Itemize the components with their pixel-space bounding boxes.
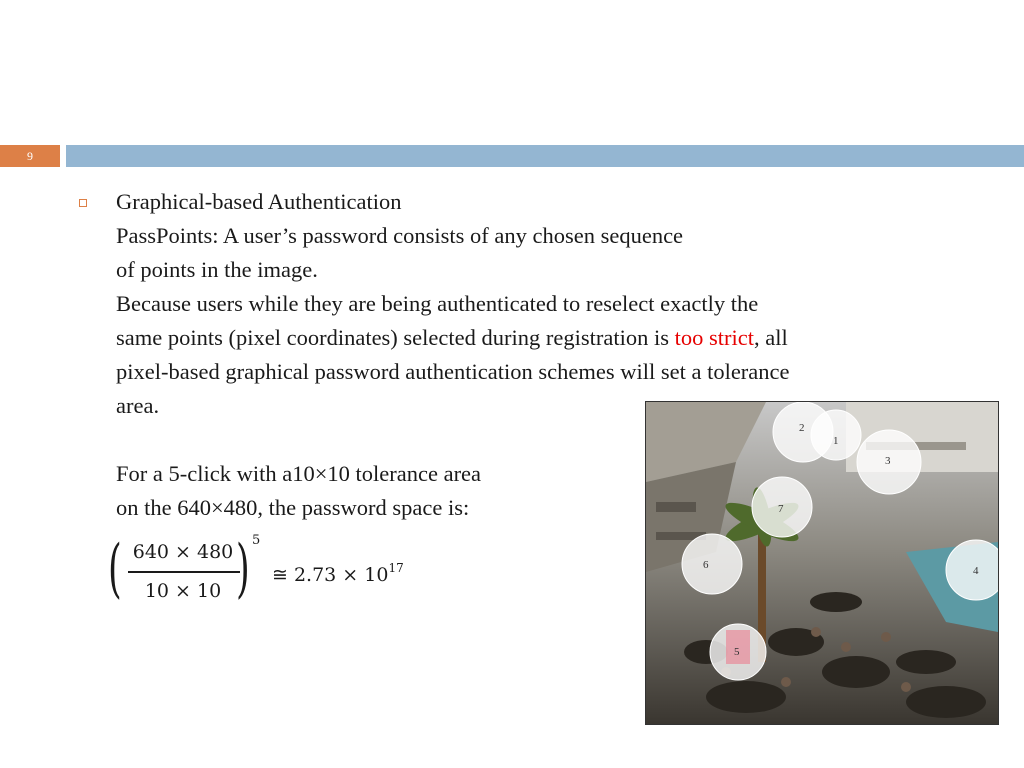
header-bar bbox=[66, 145, 1024, 167]
fraction-denominator: 10 × 10 bbox=[144, 580, 222, 602]
text-segment: same points (pixel coordinates) selected during registration is bbox=[116, 325, 675, 350]
text-line: area. bbox=[116, 393, 160, 418]
result-base: ≅ 2.73 × 10 bbox=[272, 564, 389, 586]
click-point-label: 5 bbox=[734, 646, 740, 658]
text-line: Because users while they are being authenticated to reselect exactly the bbox=[116, 291, 759, 316]
fraction-bar bbox=[128, 571, 240, 573]
click-point-label: 7 bbox=[778, 503, 784, 515]
text-line: For a 5-click with a10×10 tolerance area bbox=[116, 461, 482, 486]
click-point-label: 6 bbox=[703, 559, 709, 571]
right-paren: ) bbox=[236, 532, 250, 606]
text-line-with-highlight bbox=[116, 321, 996, 355]
text-line: on the 640×480, the password space is: bbox=[116, 495, 470, 520]
left-paren: ( bbox=[108, 532, 122, 606]
passpoints-image bbox=[645, 401, 999, 725]
square-bullet-icon bbox=[79, 199, 87, 207]
text-line: pixel-based graphical password authentication schemes will set a tolerance bbox=[116, 359, 790, 384]
highlighted-text: too strict bbox=[674, 325, 754, 350]
password-space-formula bbox=[108, 533, 438, 613]
bullet-title: Graphical-based Authentication bbox=[116, 189, 402, 214]
fraction-numerator: 640 × 480 bbox=[132, 541, 234, 563]
click-point-label: 3 bbox=[885, 455, 891, 467]
text-line: of points in the image. bbox=[116, 257, 318, 282]
slide-number: 9 bbox=[27, 149, 33, 163]
click-point-label: 2 bbox=[799, 422, 805, 434]
crowd-photo-illustration bbox=[646, 402, 998, 724]
result-exponent: 17 bbox=[388, 561, 404, 575]
text-segment: , all bbox=[753, 325, 788, 350]
exponent: 5 bbox=[252, 533, 261, 548]
click-point-label: 4 bbox=[973, 565, 979, 577]
click-point-circle bbox=[682, 534, 742, 594]
click-point-label: 1 bbox=[833, 435, 839, 447]
text-line: PassPoints: A user’s password consists of any chosen sequence bbox=[116, 223, 684, 248]
formula-result bbox=[272, 561, 404, 586]
